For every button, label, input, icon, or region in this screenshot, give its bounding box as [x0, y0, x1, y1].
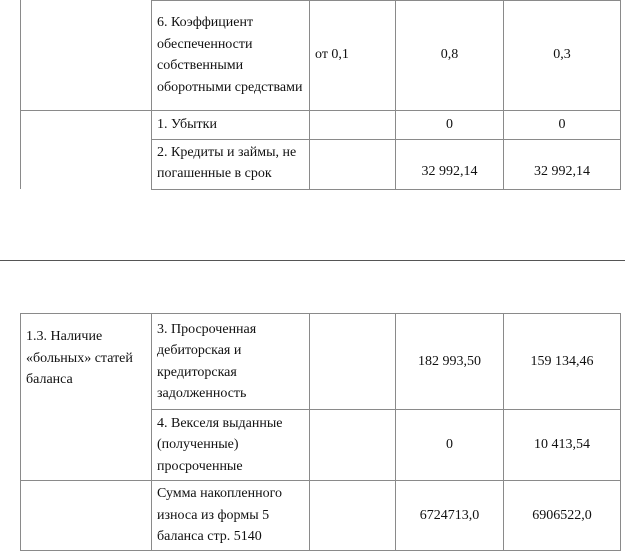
value-cell-1: 0 [396, 410, 504, 481]
group-cell [21, 139, 152, 189]
table-row [21, 0, 621, 110]
value-cell-2: 10 413,54 [504, 410, 621, 481]
group-label-cell: 1.3. Наличие «больных» статей баланса [21, 314, 152, 481]
norm-cell [310, 110, 396, 139]
value-cell-1: 32 992,14 [396, 139, 504, 189]
group-cell [21, 110, 152, 139]
indicator-cell: 6. Коэффициент обеспеченности собственными оборотными средствами [152, 0, 310, 110]
page-divider [0, 260, 625, 261]
norm-cell [310, 314, 396, 410]
value-cell-1: 0 [396, 110, 504, 139]
value-cell-1: 0,8 [396, 0, 504, 110]
table-row [21, 314, 621, 410]
indicator-cell: 3. Просроченная дебиторская и кредиторская задолженность [152, 314, 310, 410]
page-bottom-fragment [0, 313, 625, 553]
norm-cell [310, 139, 396, 189]
norm-cell: от 0,1 [310, 0, 396, 110]
table-row [21, 139, 621, 189]
indicators-table-bottom [20, 313, 621, 551]
page-top-fragment [0, 0, 625, 200]
norm-cell [310, 410, 396, 481]
value-cell-2: 159 134,46 [504, 314, 621, 410]
value-cell-1: 6724713,0 [396, 481, 504, 551]
value-cell-2: 6906522,0 [504, 481, 621, 551]
value-cell-2: 0,3 [504, 0, 621, 110]
indicators-table-top [20, 0, 621, 190]
group-cell [21, 0, 152, 110]
indicator-cell: 1. Убытки [152, 110, 310, 139]
group-cell [21, 481, 152, 551]
indicator-cell: 2. Кредиты и займы, не погашенные в срок [152, 139, 310, 189]
table-row [21, 110, 621, 139]
table-row [21, 481, 621, 551]
value-cell-2: 0 [504, 110, 621, 139]
norm-cell [310, 481, 396, 551]
value-cell-2: 32 992,14 [504, 139, 621, 189]
value-cell-1: 182 993,50 [396, 314, 504, 410]
indicator-cell: Сумма накопленного износа из формы 5 баланса стр. 5140 [152, 481, 310, 551]
indicator-cell: 4. Векселя выданные (полученные) просроченные [152, 410, 310, 481]
